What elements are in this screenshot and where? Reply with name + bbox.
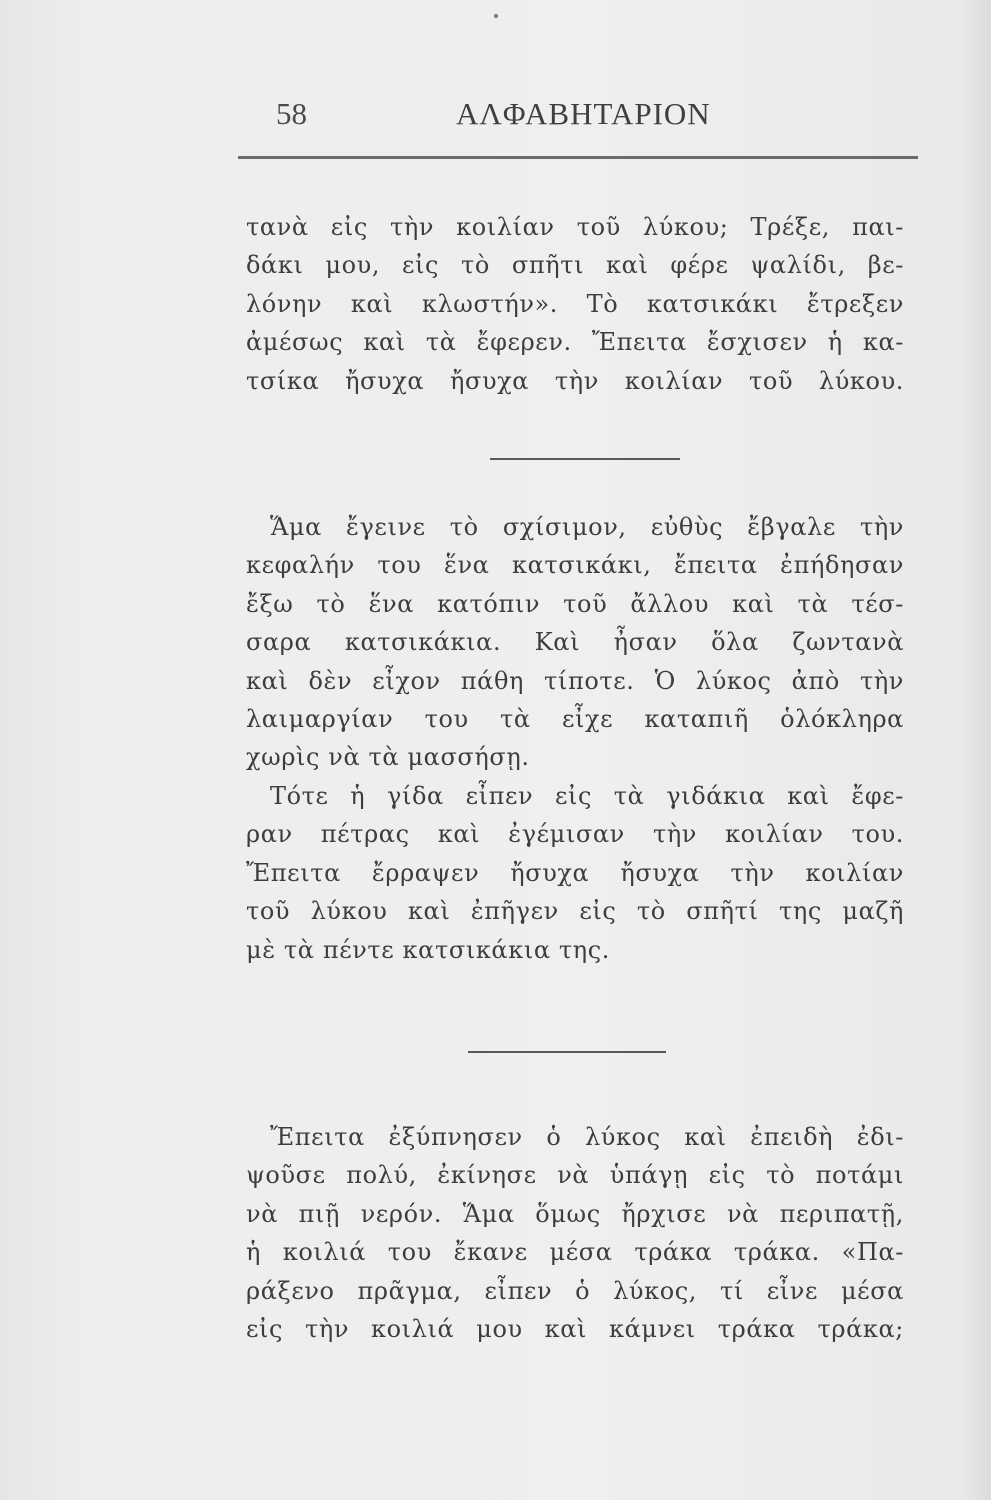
text-line: Ἅμα ἔγεινε τὸ σχίσιμον, εὐθὺς ἔβγαλε τὴν xyxy=(270,513,904,541)
text-line: τανὰ εἰς τὴν κοιλίαν τοῦ λύκου; Τρέξε, παι- xyxy=(246,213,904,241)
text-line: εἰς τὴν κοιλιά μου καὶ κάμνει τράκα τράκα; xyxy=(246,1314,904,1343)
paragraph-1 xyxy=(246,208,904,400)
text-line: Τότε ἡ γίδα εἶπεν εἰς τὰ γιδάκια καὶ ἔφε- xyxy=(270,782,904,810)
text-line: ραν πέτρας καὶ ἐγέμισαν τὴν κοιλίαν του. xyxy=(246,820,904,849)
text-line: ράξενο πρᾶγμα, εἶπεν ὁ λύκος, τί εἶνε μέσα xyxy=(246,1276,904,1305)
text-line: δάκι μου, εἰς τὸ σπῆτι καὶ φέρε ψαλίδι, βε- xyxy=(246,251,904,280)
text-line: ἔξω τὸ ἕνα κατόπιν τοῦ ἄλλου καὶ τὰ τέσ- xyxy=(246,589,904,618)
paragraph-3 xyxy=(246,777,904,969)
header-rule xyxy=(238,156,918,159)
page-number: 58 xyxy=(276,96,307,131)
text-line: σαρα κατσικάκια. Καὶ ἦσαν ὅλα ζωντανὰ xyxy=(246,628,904,657)
text-line: τοῦ λύκου καὶ ἐπῆγεν εἰς τὸ σπῆτί της μαζῆ xyxy=(246,897,904,926)
page-header xyxy=(238,96,918,144)
text-line: λόνην καὶ κλωστήν». Τὸ κατσικάκι ἔτρεξεν xyxy=(246,289,904,318)
text-line: τσίκα ἤσυχα ἤσυχα τὴν κοιλίαν τοῦ λύκου. xyxy=(246,366,904,395)
text-line: μὲ τὰ πέντε κατσικάκια της. xyxy=(246,935,611,964)
paper-speck xyxy=(494,14,498,18)
section-divider xyxy=(490,458,680,460)
text-line: ψοῦσε πολύ, ἐκίνησε νὰ ὑπάγῃ εἰς τὸ ποτάμι xyxy=(246,1161,904,1190)
running-title: ΑΛΦΑΒΗΤΑΡΙΟΝ xyxy=(456,96,711,131)
text-line: ἡ κοιλιά του ἔκανε μέσα τράκα τράκα. «Πα- xyxy=(246,1238,904,1267)
text-line: Ἔπειτα ἐξύπνησεν ὁ λύκος καὶ ἐπειδὴ ἐδι- xyxy=(270,1123,904,1151)
page-edge-shadow xyxy=(963,0,991,1500)
text-line: καὶ δὲν εἶχον πάθη τίποτε. Ὁ λύκος ἀπὸ τὴν xyxy=(246,666,904,695)
text-line: κεφαλήν του ἕνα κατσικάκι, ἔπειτα ἐπήδησαν xyxy=(246,551,904,580)
paragraph-2 xyxy=(246,508,904,777)
paragraph-4 xyxy=(246,1118,904,1348)
text-line: Ἔπειτα ἔρραψεν ἤσυχα ἤσυχα τὴν κοιλίαν xyxy=(246,858,904,887)
text-line: χωρὶς νὰ τὰ μασσήσῃ. xyxy=(246,743,530,772)
text-line: νὰ πιῇ νερόν. Ἅμα ὅμως ἤρχισε νὰ περιπατῇ, xyxy=(246,1199,904,1228)
section-divider xyxy=(468,1051,666,1053)
text-line: λαιμαργίαν του τὰ εἶχε καταπιῆ ὁλόκληρα xyxy=(246,704,904,733)
text-line: ἀμέσως καὶ τὰ ἔφερεν. Ἔπειτα ἔσχισεν ἡ κα- xyxy=(246,328,904,357)
